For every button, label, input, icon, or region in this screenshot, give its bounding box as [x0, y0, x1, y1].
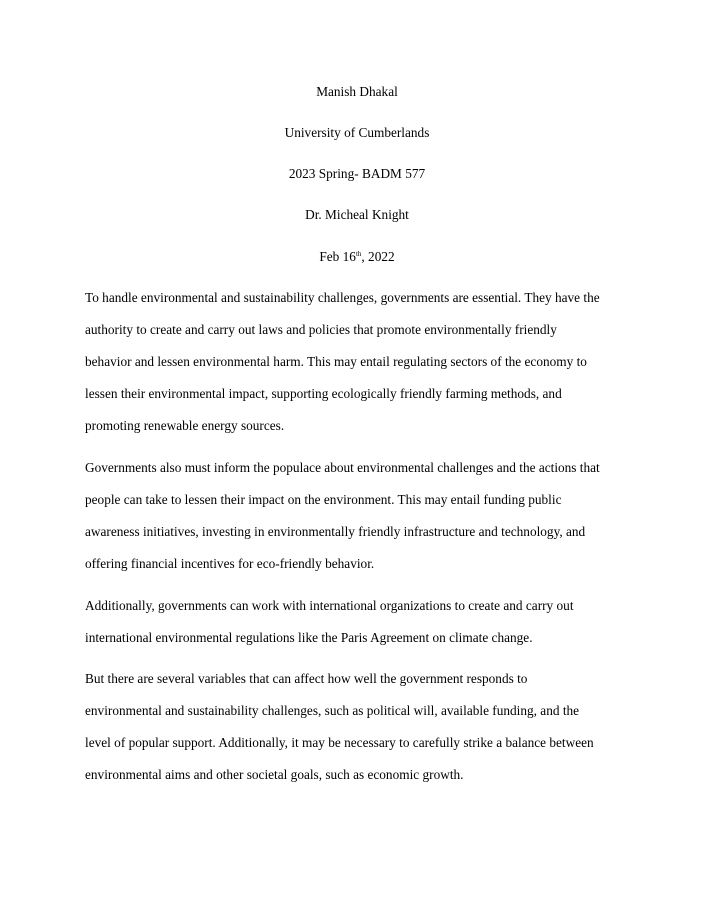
paragraph-line: environmental and sustainability challenges, such as political will, available funding, and the — [85, 703, 580, 718]
date-prefix: Feb 16 — [319, 249, 356, 264]
paragraph-line: international environmental regulations like the Paris Agreement on climate change. — [85, 630, 533, 645]
paragraph-line: But there are several variables that can affect how well the government responds to — [85, 671, 528, 686]
date-suffix: , 2022 — [361, 249, 395, 264]
paragraph-line: Governments also must inform the populace about environmental challenges and the actions that — [85, 460, 600, 475]
paragraph-line: level of popular support. Additionally, it may be necessary to carefully strike a balance between — [85, 735, 594, 750]
paragraph-line: behavior and lessen environmental harm. This may entail regulating sectors of the economy to — [85, 354, 587, 369]
author-name: Manish Dhakal — [316, 84, 398, 99]
instructor-name: Dr. Micheal Knight — [305, 207, 409, 222]
paragraph-line: awareness initiatives, investing in environmentally friendly infrastructure and technology, and — [85, 524, 586, 539]
paragraph-line: Additionally, governments can work with international organizations to create and carry out — [85, 598, 574, 613]
paragraph-line: authority to create and carry out laws and policies that promote environmentally friendly — [85, 322, 557, 337]
paragraph-line: environmental aims and other societal goals, such as economic growth. — [85, 767, 464, 782]
paragraph-line: promoting renewable energy sources. — [85, 418, 285, 433]
paragraph-line: To handle environmental and sustainability challenges, governments are essential. They have the — [85, 290, 600, 305]
paragraph-line: people can take to lessen their impact on the environment. This may entail funding public — [85, 492, 562, 507]
paragraph-line: lessen their environmental impact, supporting ecologically friendly farming methods, and — [85, 386, 562, 401]
document-date — [0, 248, 714, 266]
course-name: 2023 Spring- BADM 577 — [288, 166, 426, 181]
date-superscript: th — [355, 250, 362, 258]
paragraph-line: offering financial incentives for eco-friendly behavior. — [85, 556, 375, 571]
institution-name: University of Cumberlands — [284, 125, 430, 140]
